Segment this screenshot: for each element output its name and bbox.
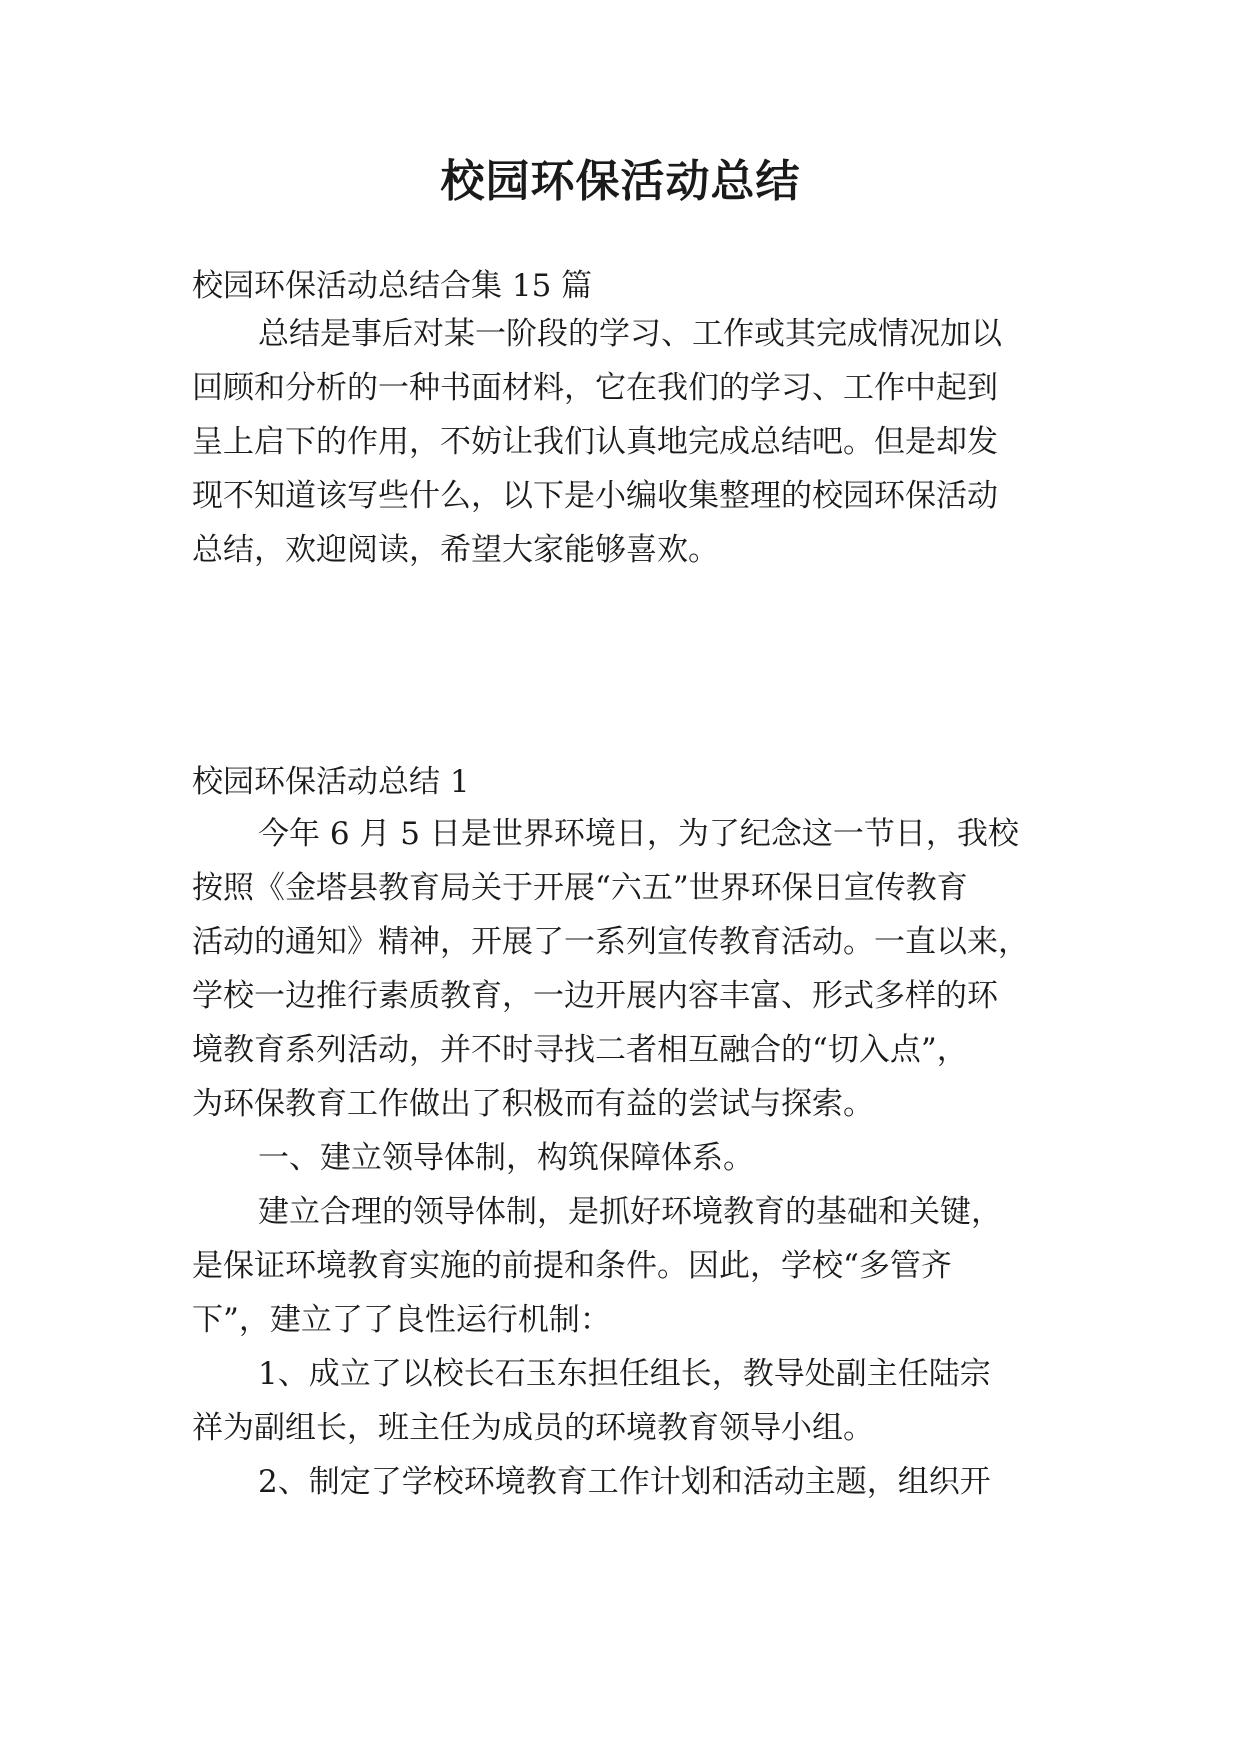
- body-line: 学校一边推行素质教育，一边开展内容丰富、形式多样的环: [192, 978, 998, 1014]
- body-line: 是保证环境教育实施的前提和条件。因此，学校“多管齐: [192, 1248, 952, 1284]
- body-line: 下”，建立了了良性运行机制：: [192, 1302, 611, 1338]
- list-item-continuation: 祥为副组长，班主任为成员的环境教育领导小组。: [192, 1410, 874, 1446]
- intro-line: 回顾和分析的一种书面材料，它在我们的学习、工作中起到: [192, 370, 998, 406]
- body-line: 建立合理的领导体制，是抓好环境教育的基础和关键，: [258, 1194, 1002, 1230]
- intro-line: 呈上启下的作用，不妨让我们认真地完成总结吧。但是却发: [192, 424, 998, 460]
- intro-line: 现不知道该写些什么，以下是小编收集整理的校园环保活动: [192, 478, 998, 514]
- collection-subtitle: 校园环保活动总结合集 15 篇: [192, 268, 593, 304]
- body-line: 境教育系列活动，并不时寻找二者相互融合的“切入点”，: [192, 1032, 968, 1068]
- intro-line: 总结，欢迎阅读，希望大家能够喜欢。: [192, 532, 719, 568]
- list-item: 2、制定了学校环境教育工作计划和活动主题，组织开: [258, 1464, 991, 1500]
- body-line: 按照《金塔县教育局关于开展“六五”世界环保日宣传教育: [192, 870, 968, 906]
- intro-line: 总结是事后对某一阶段的学习、工作或其完成情况加以: [258, 316, 1002, 352]
- section-subheading: 一、建立领导体制，构筑保障体系。: [258, 1140, 754, 1176]
- body-line: 今年 6 月 5 日是世界环境日，为了纪念这一节日，我校: [258, 816, 1019, 852]
- body-line: 为环保教育工作做出了积极而有益的尝试与探索。: [192, 1086, 874, 1122]
- section-heading: 校园环保活动总结 1: [192, 764, 470, 800]
- document-title: 校园环保活动总结: [440, 156, 801, 207]
- body-line: 活动的通知》精神，开展了一系列宣传教育活动。一直以来，: [192, 924, 1029, 960]
- list-item: 1、成立了以校长石玉东担任组长，教导处副主任陆宗: [258, 1356, 991, 1392]
